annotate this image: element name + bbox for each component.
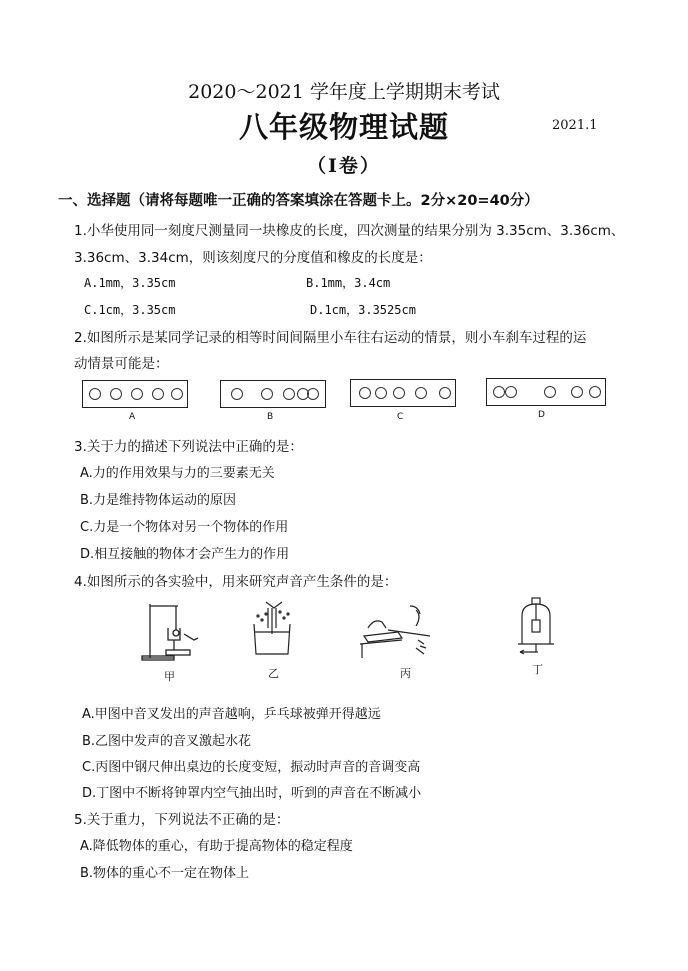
q1-option-d: D.1cm，3.3525cm — [310, 303, 416, 317]
q2-box-c — [350, 379, 456, 407]
fork-in-water-illustration — [246, 598, 302, 658]
tuning-fork-ball-illustration — [138, 598, 208, 664]
q3-option-d: D.相互接触的物体才会产生力的作用 — [80, 547, 290, 562]
car-dot — [571, 386, 583, 398]
car-dot — [283, 388, 295, 400]
q4-option-a: A.甲图中音叉发出的声音越响，乒乓球被弹开得越远 — [82, 707, 381, 722]
car-dot — [110, 388, 122, 400]
car-dot — [131, 388, 143, 400]
q2-box-b — [220, 380, 326, 408]
q1-option-a: A.1mm，3.35cm — [84, 276, 176, 290]
q4-option-c: C.丙图中钢尺伸出桌边的长度变短，振动时声音的音调变高 — [82, 760, 421, 775]
car-dot — [505, 386, 517, 398]
q1-option-b: B.1mm，3.4cm — [306, 276, 391, 290]
steel-ruler-illustration — [358, 600, 438, 662]
bell-jar-illustration — [508, 594, 564, 660]
exam-subtitle: 2020～2021 学年度上学期期末考试 — [188, 81, 500, 103]
car-dot — [359, 387, 371, 399]
q2-label-d: D — [538, 410, 545, 420]
section-heading: 一、选择题（请将每题唯一正确的答案填涂在答题卡上。2分×20=40分） — [58, 193, 539, 209]
q2-label-c: C — [397, 412, 404, 422]
car-dot — [439, 387, 451, 399]
fig-label-ding: 丁 — [532, 663, 543, 676]
volume-label: （Ⅰ卷） — [307, 155, 381, 177]
q1-option-c: C.1cm，3.35cm — [84, 303, 176, 317]
car-dot — [393, 387, 405, 399]
car-dot — [544, 386, 556, 398]
exam-date: 2021.1 — [552, 118, 598, 133]
car-dot — [375, 387, 387, 399]
q3-option-c: C.力是一个物体对另一个物体的作用 — [80, 520, 289, 535]
q3-stem: 3.关于力的描述下列说法中正确的是： — [74, 439, 303, 455]
q1-stem-line1: 1.小华使用同一刻度尺测量同一块橡皮的长度，四次测量的结果分别为 3.35cm、3.36cm、 — [74, 223, 625, 239]
fig-label-jia: 甲 — [164, 670, 175, 683]
car-dot — [152, 388, 164, 400]
q4-option-d: D.丁图中不断将钟罩内空气抽出时，听到的声音在不断减小 — [82, 786, 422, 801]
q1-stem-line2: 3.36cm、3.34cm，则该刻度尺的分度值和橡皮的长度是： — [74, 250, 432, 266]
car-dot — [89, 388, 101, 400]
q2-box-d — [486, 378, 606, 406]
q5-stem: 5.关于重力，下列说法不正确的是： — [74, 812, 290, 828]
fig-label-yi: 乙 — [268, 667, 279, 680]
q2-stem-line1: 2.如图所示是某同学记录的相等时间间隔里小车往右运动的情景，则小车刹车过程的运 — [74, 330, 587, 346]
q4-option-b: B.乙图中发声的音叉激起水花 — [82, 734, 252, 749]
car-dot — [261, 388, 273, 400]
q4-stem: 4.如图所示的各实验中，用来研究声音产生条件的是： — [74, 574, 398, 590]
exam-title: 八年级物理试题 — [238, 110, 449, 144]
q3-option-a: A.力的作用效果与力的三要素无关 — [80, 466, 275, 481]
q5-option-b: B.物体的重心不一定在物体上 — [80, 866, 250, 881]
car-dot — [493, 386, 505, 398]
car-dot — [231, 388, 243, 400]
car-dot — [307, 388, 319, 400]
q3-option-b: B.力是维持物体运动的原因 — [80, 493, 237, 508]
q2-label-b: B — [267, 412, 274, 422]
q2-label-a: A — [129, 412, 136, 422]
car-dot — [171, 388, 183, 400]
fig-label-bing: 丙 — [400, 667, 411, 680]
car-dot — [589, 386, 601, 398]
q5-option-a: A.降低物体的重心，有助于提高物体的稳定程度 — [80, 839, 353, 854]
q2-stem-line2: 动情景可能是： — [74, 356, 169, 372]
q2-box-a — [82, 380, 188, 408]
car-dot — [415, 387, 427, 399]
